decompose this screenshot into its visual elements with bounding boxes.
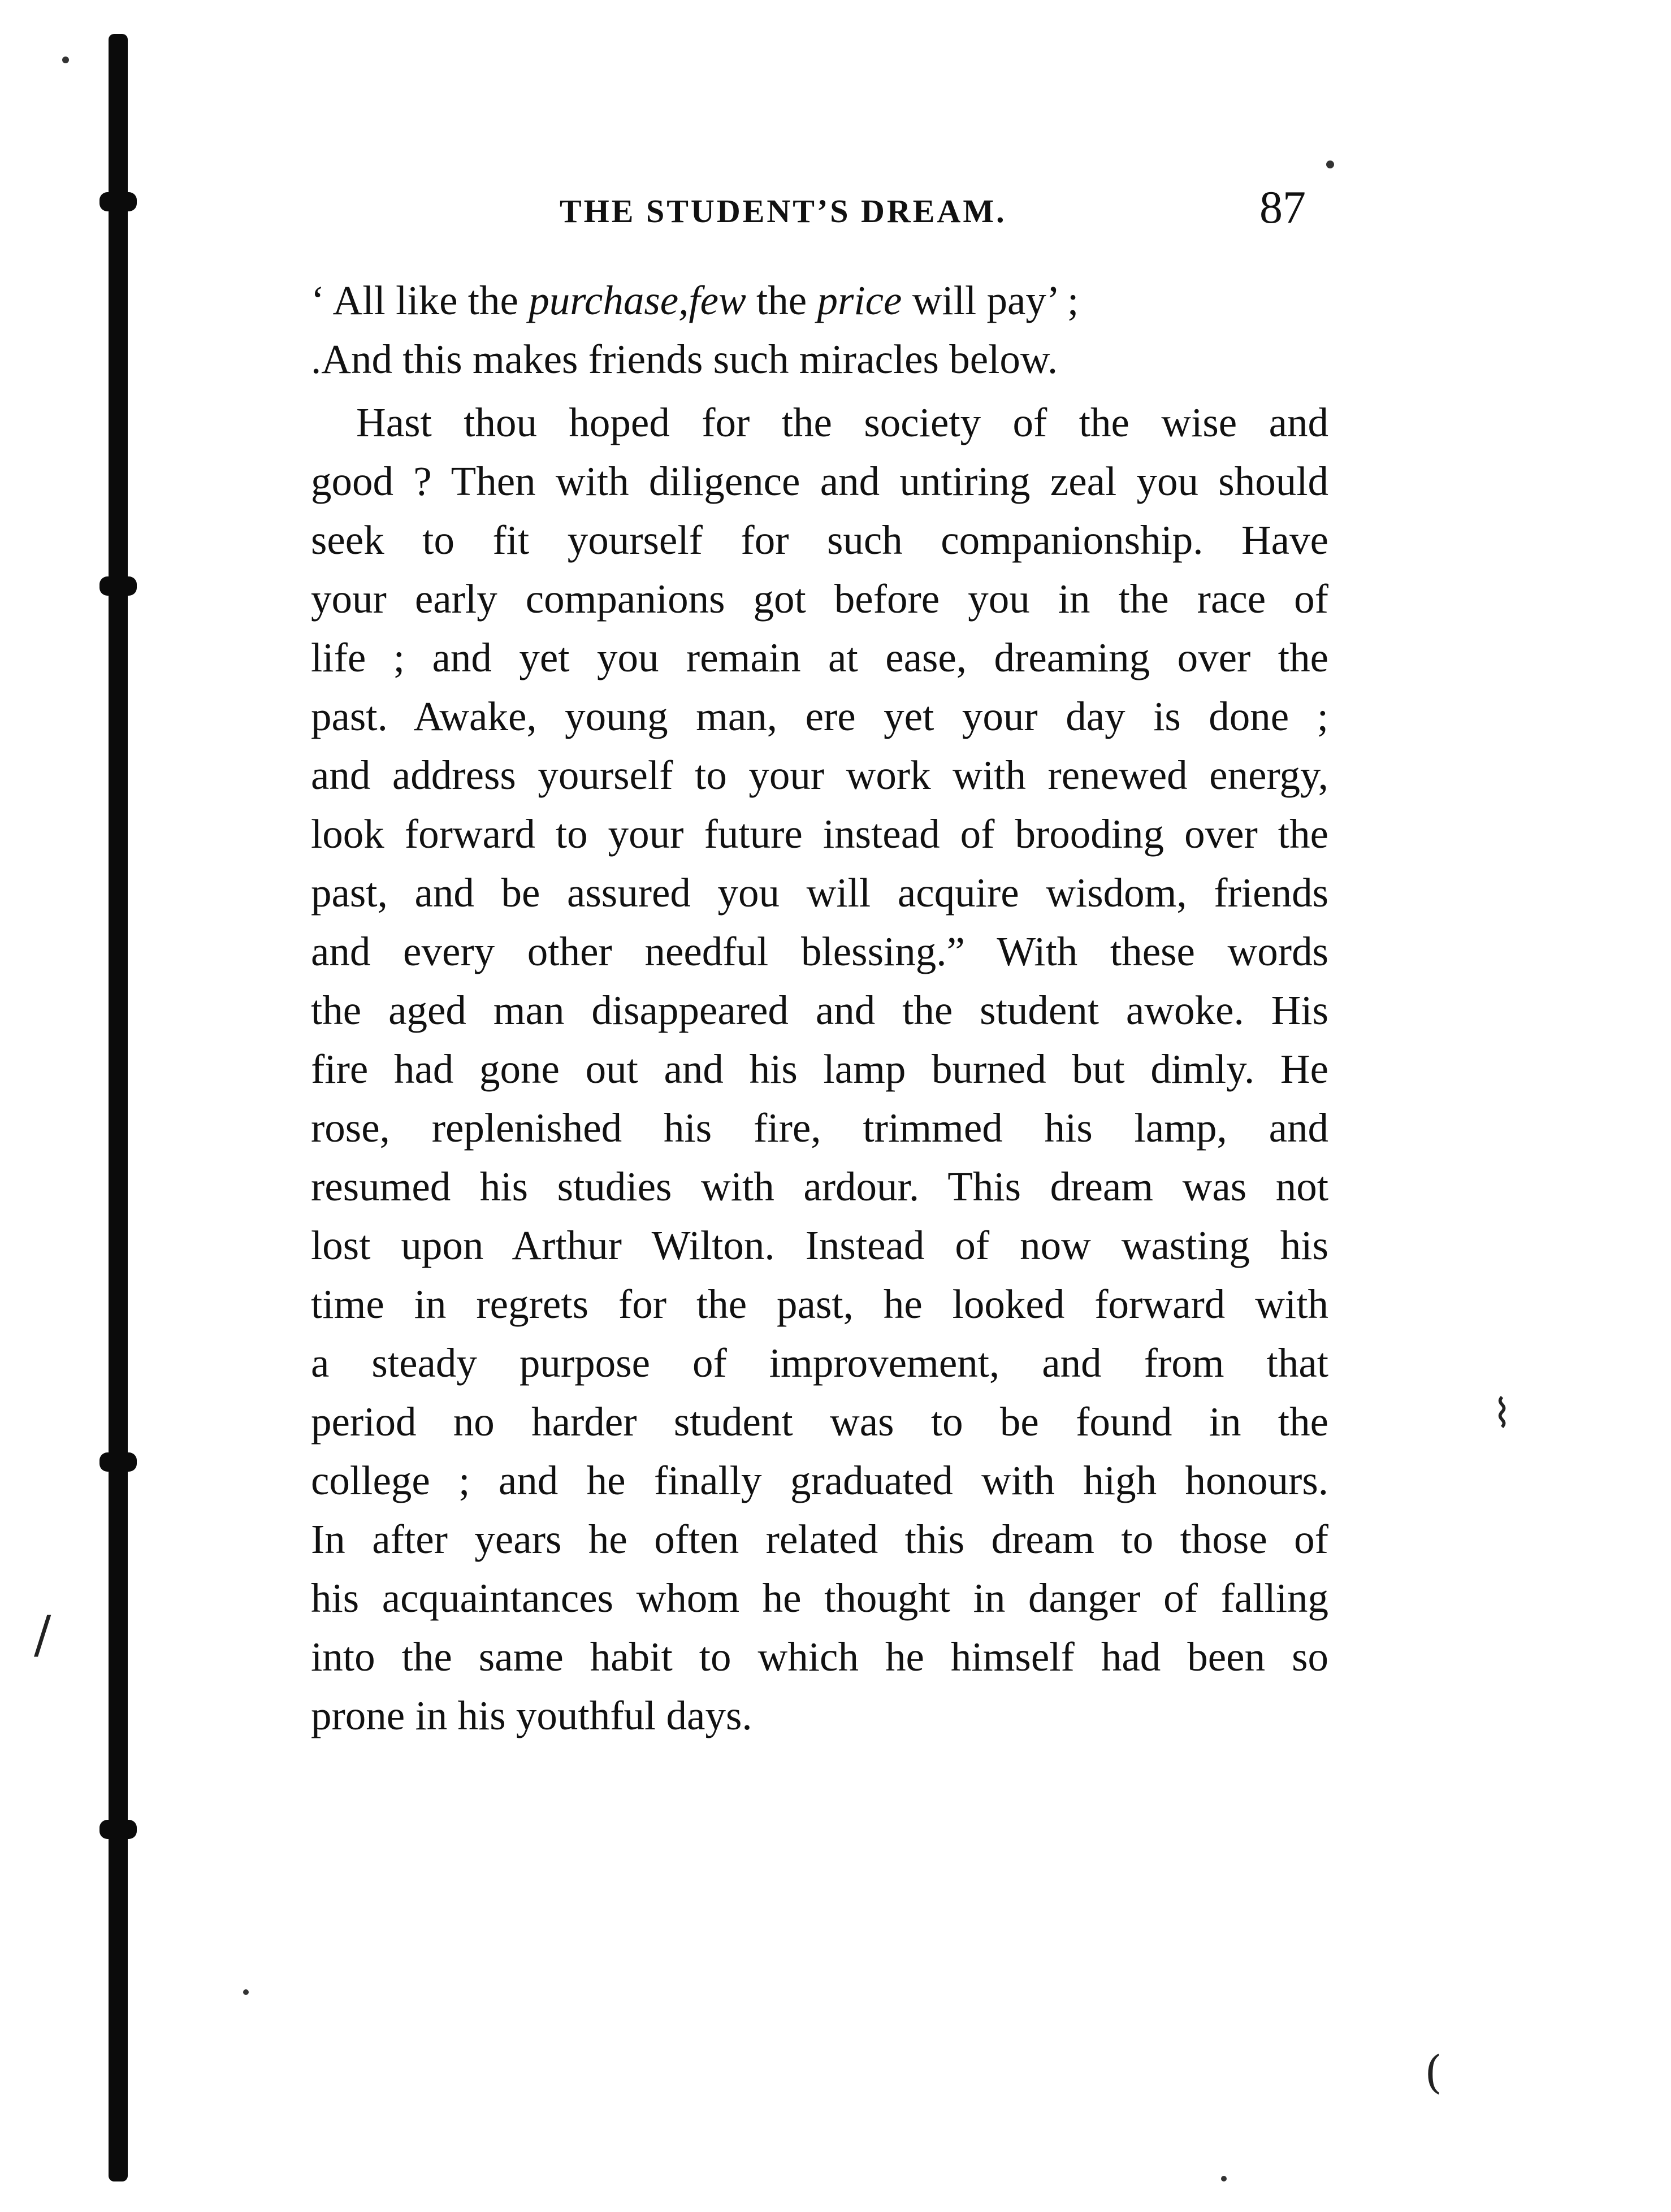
text-line: lost upon Arthur Wilton. Instead of now wasting his <box>311 1222 1328 1268</box>
text-line: the aged man disappeared and the student awoke. His <box>311 987 1328 1033</box>
verse-text: will pay’ ; <box>902 277 1079 323</box>
text-line: seek to fit yourself for such companionship. Have <box>311 517 1328 563</box>
text-line: Hast thou hoped for the society of the wise and <box>356 400 1328 445</box>
binding-notch <box>99 576 137 596</box>
verse-line <box>266 271 1328 330</box>
body-paragraph <box>266 393 1328 1745</box>
margin-mark: / <box>34 1605 51 1664</box>
text-line: resumed his studies with ardour. This dream was not <box>311 1164 1328 1209</box>
scan-speck <box>62 57 69 63</box>
verse-text: the <box>746 277 817 323</box>
scan-speck <box>1221 2176 1227 2181</box>
scan-speck <box>1326 161 1334 168</box>
verse-italic: few <box>689 277 746 323</box>
text-line: his acquaintances whom he thought in danger of falling <box>311 1575 1328 1621</box>
text-line: fire had gone out and his lamp burned but dimly. He <box>311 1046 1328 1092</box>
scan-speck <box>243 1989 249 1995</box>
page-body <box>266 271 1328 1745</box>
text-line: and address yourself to your work with renewed energy, <box>311 752 1328 798</box>
text-line: good ? Then with diligence and untiring zeal you should <box>311 458 1328 504</box>
margin-mark: ⌇ <box>1492 1390 1512 1437</box>
text-line: period no harder student was to be found in the <box>311 1399 1328 1445</box>
binding-notch <box>99 1820 137 1839</box>
text-line: rose, replenished his fire, trimmed his lamp, and <box>311 1105 1328 1151</box>
binding-notch <box>99 1452 137 1472</box>
page-binding-edge <box>109 34 128 2181</box>
running-title: THE STUDENT’S DREAM. <box>560 193 1007 229</box>
text-line: time in regrets for the past, he looked forward with <box>311 1281 1328 1327</box>
page-number: 87 <box>1259 181 1306 233</box>
text-line: In after years he often related this dream to those of <box>311 1516 1328 1562</box>
verse-italic: purchase, <box>529 277 689 323</box>
text-line: life ; and yet you remain at ease, dreaming over the <box>311 635 1328 680</box>
verse-italic: price <box>817 277 902 323</box>
text-line: past, and be assured you will acquire wisdom, friends <box>311 870 1328 916</box>
text-line: your early companions got before you in the race of <box>311 576 1328 622</box>
binding-notch <box>99 192 137 211</box>
verse-line: .And this makes friends such miracles below. <box>311 336 1058 382</box>
text-line: college ; and he finally graduated with high honours. <box>311 1458 1328 1503</box>
text-line: a steady purpose of improvement, and from that <box>311 1340 1328 1386</box>
text-line: and every other needful blessing.” With these words <box>311 929 1328 974</box>
running-head <box>266 181 1328 243</box>
text-line: into the same habit to which he himself had been so <box>311 1634 1328 1680</box>
margin-mark: ( <box>1425 2046 1443 2098</box>
text-line: past. Awake, young man, ere yet your day is done ; <box>311 693 1328 739</box>
text-line: look forward to your future instead of brooding over the <box>311 811 1328 857</box>
verse-text: ‘ All like the <box>311 277 529 323</box>
text-line: prone in his youthful days. <box>311 1693 752 1738</box>
